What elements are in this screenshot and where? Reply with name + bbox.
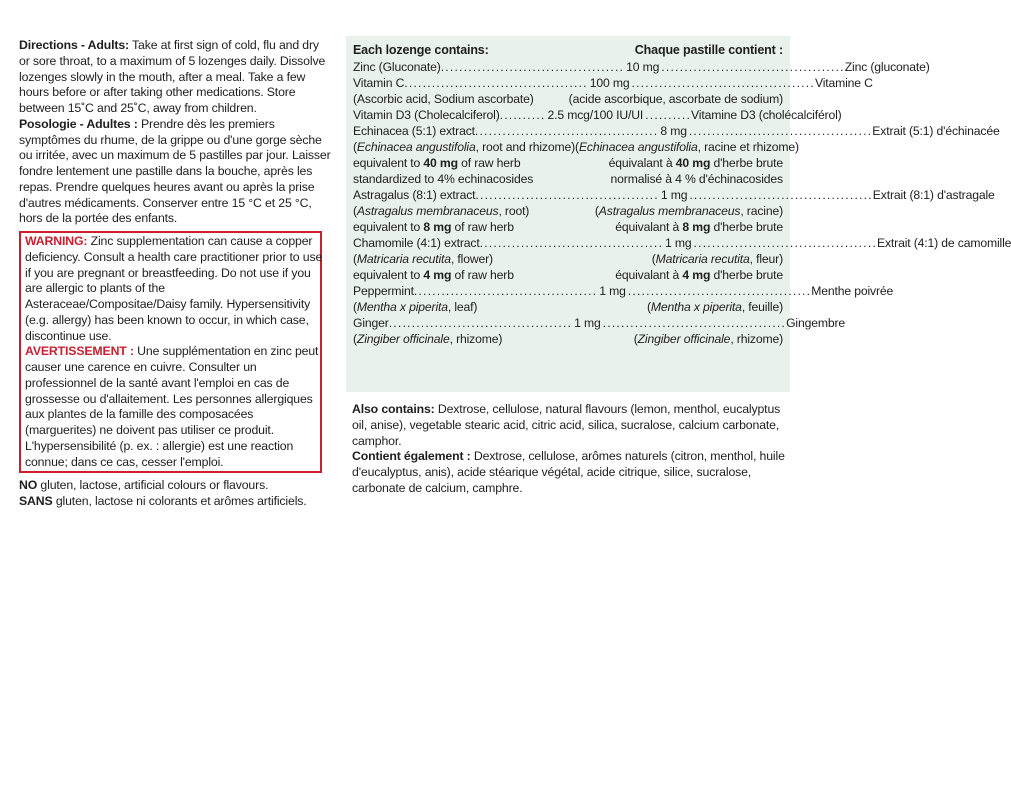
eq-post: of raw herb	[451, 220, 514, 234]
eq-pre: équivalant à	[608, 156, 676, 170]
ingredient-en: Vitamin C	[353, 76, 405, 90]
warning-fr-text: Une supplémentation en zinc peut causer une carence en cuivre. Consulter un professionnel de la santé avant l'emploi en cas de grossesse ou d'allaitement. Les personnes allergiques aux plantes de la famille des composacées (marguerites) ne doivent pas utiliser ce produit. L'hypersensibilité (p. ex. : allergie) est une reaction connue; dans ce cas, cesser l'emploi.	[25, 344, 319, 469]
latin-name: Mentha x piperita	[650, 300, 742, 314]
latin-name: Mentha x piperita	[356, 300, 448, 314]
source-part: , leaf)	[447, 300, 478, 314]
latin-name: Zingiber officinale	[637, 332, 731, 346]
directions-en-heading: Directions - Adults:	[19, 38, 129, 52]
leader-dots: ..........	[499, 108, 546, 122]
ingredient-amount: 1 mg	[574, 316, 601, 330]
source-part: , rhizome)	[449, 332, 503, 346]
leader-dots: ........................................	[474, 124, 659, 138]
directions-fr-text: Prendre dès les premiers symptômes du rhume, de la grippe ou d'une gorge sèche ou irritée, avec un maximum de 5 pastilles par jour. Laisser fondre lentement une pastille dans la bouche, après les repas. Prendre quelques heures avant ou après la prise d'autres médicaments. Conserver entre 15 °C et 25 °C, hors de la portée des enfants.	[19, 116, 331, 226]
eq-post: d'herbe brute	[710, 268, 783, 282]
ingredient-subrow	[353, 251, 783, 267]
ingredients-heading-en: Each lozenge contains:	[353, 43, 489, 57]
ingredient-row-vitamin-d3	[353, 107, 842, 123]
eq-pre: équivalant à	[615, 220, 683, 234]
leader-dots: ..........	[645, 108, 692, 122]
directions-en-text: Take at first sign of cold, flu and dry or sore throat, to a maximum of 5 lozenges daily. Dissolve lozenges slowly in the mouth, after a meal. Take a few hours before or after taking other medications. Store between 15˚C and 25˚C, away from children.	[19, 38, 326, 115]
ingredient-amount: 1 mg	[665, 236, 692, 250]
ingredient-sub-fr	[615, 219, 783, 235]
ingredients-panel	[346, 36, 1011, 392]
warning-box	[19, 231, 322, 473]
latin-name: Astragalus membranaceus	[598, 204, 741, 218]
directions-en	[19, 38, 331, 117]
leader-dots: ........................................	[602, 316, 787, 330]
free-of-fr-heading: SANS	[19, 494, 53, 508]
eq-amount: 8 mg	[423, 220, 452, 234]
ingredient-sub-en: (Zingiber officinale, rhizome)	[353, 332, 503, 346]
eq-pre: equivalent to	[353, 220, 424, 234]
leader-dots: ........................................	[404, 76, 588, 90]
ingredient-sub-en	[353, 155, 520, 171]
other-ingredients	[352, 402, 788, 497]
ingredient-sub-fr: (acide ascorbique, ascorbate de sodium)	[568, 92, 783, 106]
ingredients-heading-fr: Chaque pastille contient :	[634, 43, 783, 57]
free-of-fr-text: gluten, lactose ni colorants et arômes artificiels.	[52, 494, 307, 508]
leader-dots: ........................................	[627, 284, 812, 298]
warning-fr	[25, 344, 325, 470]
leader-dots: ........................................	[475, 188, 659, 202]
ingredient-fr: Extrait (4:1) de camomille	[877, 236, 1011, 250]
free-of-fr	[19, 494, 331, 510]
eq-amount: 8 mg	[682, 220, 711, 234]
eq-pre: équivalant à	[615, 268, 683, 282]
ingredient-subrow	[353, 171, 783, 187]
ingredient-row-ginger	[353, 315, 846, 331]
source-part: , racine et rhizome)	[697, 140, 799, 154]
latin-name: Matricaria recutita	[356, 252, 451, 266]
ingredient-row-zinc	[353, 59, 930, 75]
free-of-en	[19, 478, 331, 494]
eq-amount: 4 mg	[682, 268, 711, 282]
ingredient-subrow	[353, 331, 783, 347]
ingredient-subrow	[353, 299, 783, 315]
source-part: , flower)	[450, 252, 493, 266]
source-part: , rhizome)	[730, 332, 783, 346]
ingredient-en: Astragalus (8:1) extract	[353, 188, 476, 202]
free-of-statements	[19, 478, 331, 510]
ingredient-subrow	[353, 155, 783, 171]
source-part: , racine)	[740, 204, 783, 218]
latin-name: Echinacea angustifolia	[356, 140, 476, 154]
also-contains-fr-text: Dextrose, cellulose, arômes naturels (citron, menthol, huile d'eucalyptus, anis), acide stéarique végétal, acide citrique, silice, sucralose, carbonate de calcium, camphre.	[352, 449, 785, 495]
ingredient-amount: 100 mg	[589, 76, 630, 90]
ingredient-sub-en: standardized to 4% echinacosides	[353, 172, 534, 186]
ingredient-sub-fr	[615, 267, 783, 283]
ingredient-row-peppermint	[353, 283, 894, 299]
ingredient-sub-en: (Astragalus membranaceus, root)	[353, 204, 530, 218]
ingredient-subrow	[353, 219, 783, 235]
ingredient-sub-fr: normalisé à 4 % d'échinacosides	[610, 172, 783, 186]
ingredient-en: Peppermint	[353, 284, 414, 298]
eq-amount: 4 mg	[423, 268, 452, 282]
directions-fr	[19, 117, 331, 227]
leader-dots: ........................................	[479, 236, 664, 250]
ingredient-subrow	[353, 91, 783, 107]
ingredient-fr: Extrait (5:1) d'échinacée	[872, 124, 1000, 138]
eq-post: d'herbe brute	[710, 156, 783, 170]
source-part: , root)	[498, 204, 530, 218]
ingredient-row-astragalus	[353, 187, 995, 203]
ingredient-subrow	[353, 267, 783, 283]
ingredient-amount: 1 mg	[660, 188, 688, 202]
ingredient-sub-en	[353, 219, 514, 235]
eq-amount: 40 mg	[423, 156, 458, 170]
ingredient-en: Vitamin D3 (Cholecalciferol)	[353, 108, 500, 122]
also-contains-fr-heading: Contient également :	[352, 449, 471, 464]
left-column	[19, 38, 331, 510]
ingredient-fr: Gingembre	[786, 316, 846, 330]
leader-dots: ........................................	[631, 76, 815, 90]
leader-dots: ........................................	[413, 284, 598, 298]
also-contains-fr	[352, 449, 788, 496]
ingredient-sub-en: (Matricaria recutita, flower)	[353, 252, 493, 266]
ingredient-sub-fr: (Mentha x piperita, feuille)	[646, 300, 783, 314]
ingredient-row-echinacea	[353, 123, 1000, 139]
source-part: , feuille)	[741, 300, 783, 314]
eq-pre: equivalent to	[353, 268, 424, 282]
also-contains-en-heading: Also contains:	[352, 402, 435, 416]
free-of-en-heading: NO	[19, 478, 38, 493]
leader-dots: ........................................	[440, 60, 625, 74]
eq-amount: 40 mg	[675, 156, 711, 170]
source-part: , root and rhizome)	[475, 140, 576, 154]
eq-post: of raw herb	[451, 268, 514, 282]
source-part: , fleur)	[749, 252, 783, 266]
ingredient-en: Zinc (Gluconate)	[353, 60, 441, 74]
ingredient-sub-en: (Ascorbic acid, Sodium ascorbate)	[353, 92, 534, 106]
ingredient-sub-fr	[609, 155, 783, 171]
also-contains-en-text: Dextrose, cellulose, natural flavours (lemon, menthol, eucalyptus oil, anise), vegetable stearic acid, citric acid, silica, sucralose, calcium carbonate, camphor.	[352, 402, 781, 448]
directions-fr-heading: Posologie - Adultes :	[19, 116, 138, 131]
ingredient-fr: Menthe poivrée	[811, 284, 894, 298]
also-contains-en	[352, 402, 788, 449]
ingredient-fr: Vitamine C	[814, 76, 873, 90]
ingredient-sub-fr: (Matricaria recutita, fleur)	[651, 252, 783, 266]
ingredient-sub-fr: (Zingiber officinale, rhizome)	[633, 332, 783, 346]
ingredient-sub-fr: (Echinacea angustifolia, racine et rhizome)	[575, 140, 799, 154]
ingredient-en: Echinacea (5:1) extract	[353, 124, 475, 138]
leader-dots: ........................................	[693, 236, 877, 250]
ingredient-fr: Extrait (8:1) d'astragale	[872, 188, 995, 202]
leader-dots: ........................................	[689, 188, 873, 202]
ingredient-fr: Zinc (gluconate)	[844, 60, 930, 74]
eq-post: of raw herb	[457, 156, 521, 170]
ingredient-row-vitamin-c	[353, 75, 873, 91]
latin-name: Echinacea angustifolia	[578, 140, 698, 154]
ingredient-amount: 8 mg	[660, 124, 687, 138]
latin-name: Zingiber officinale	[356, 332, 450, 346]
ingredient-sub-en: (Echinacea angustifolia, root and rhizome)	[353, 140, 576, 154]
ingredient-sub-en	[353, 267, 514, 283]
ingredient-amount: 10 mg	[626, 60, 660, 74]
ingredient-row-chamomile	[353, 235, 1011, 251]
warning-en-text: Zinc supplementation can cause a copper deficiency. Consult a health care practitioner prior to use if you are pregnant or breastfeeding. Do not use if you are allergic to plants of the Asteraceae/Compositae/Daisy family. Hypersensitivity (e.g. allergy) has been known to occur, in which case, discontinue use.	[25, 234, 323, 343]
ingredient-fr: Vitamine D3 (cholécalciférol)	[691, 108, 842, 122]
ingredient-amount: 2.5 mcg/100 IU/UI	[547, 108, 644, 122]
warning-fr-heading: AVERTISSEMENT :	[25, 344, 134, 359]
latin-name: Astragalus membranaceus	[356, 204, 499, 218]
leader-dots: ........................................	[388, 316, 573, 330]
warning-en	[25, 234, 325, 344]
leader-dots: ........................................	[661, 60, 845, 74]
ingredient-amount: 1 mg	[599, 284, 626, 298]
leader-dots: ........................................	[688, 124, 873, 138]
ingredient-subrow	[353, 203, 783, 219]
ingredients-header	[353, 42, 783, 58]
free-of-en-text: gluten, lactose, artificial colours or flavours.	[37, 478, 269, 493]
ingredient-subrow	[353, 139, 799, 155]
eq-post: d'herbe brute	[710, 220, 783, 234]
latin-name: Matricaria recutita	[655, 252, 750, 266]
warning-en-heading: WARNING:	[25, 234, 88, 248]
eq-pre: equivalent to	[353, 156, 424, 170]
ingredient-en: Ginger	[353, 316, 389, 330]
ingredient-en: Chamomile (4:1) extract	[353, 236, 480, 250]
ingredient-sub-en: (Mentha x piperita, leaf)	[353, 300, 478, 314]
ingredient-sub-fr: (Astragalus membranaceus, racine)	[594, 204, 783, 218]
